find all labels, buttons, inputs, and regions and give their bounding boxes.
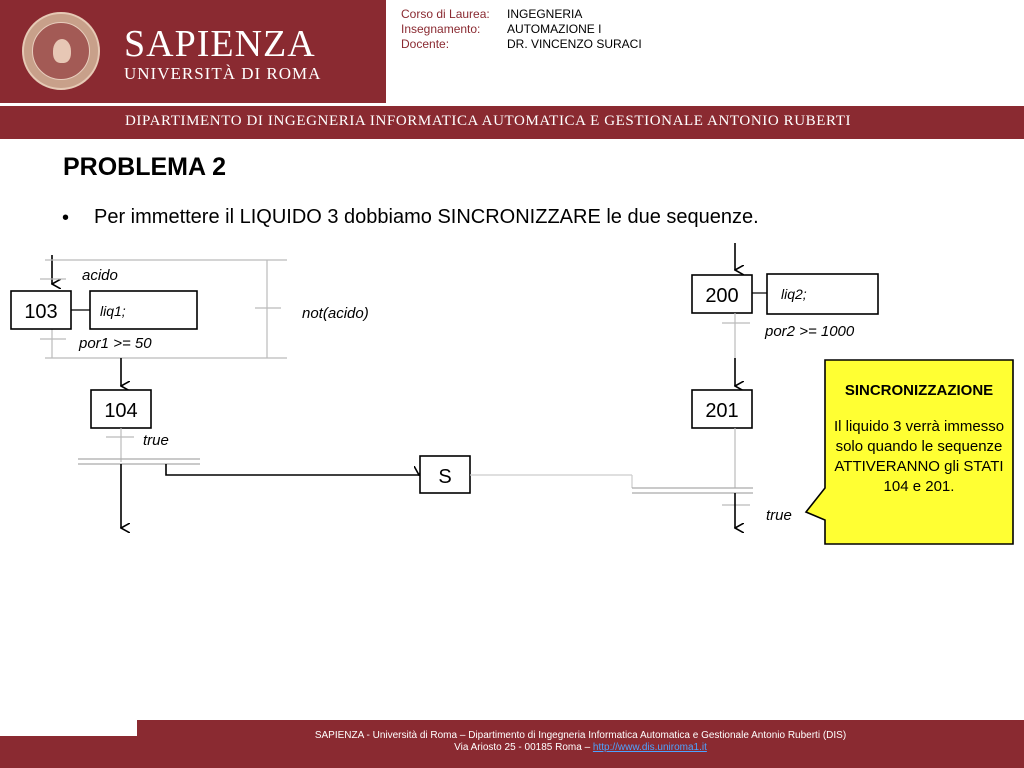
footer-line-1: SAPIENZA - Università di Roma – Dipartimento di Ingegneria Informatica Automatica e Gestionale Antonio Ruberti (DIS) xyxy=(314,730,847,741)
course-label: Corso di Laurea: xyxy=(401,7,490,21)
course-value: INGEGNERIA xyxy=(507,7,583,21)
transition-acido-label: acido xyxy=(82,267,118,284)
bullet-text: Per immettere il LIQUIDO 3 dobbiamo SINCRONIZZARE le due sequenze. xyxy=(94,206,759,228)
step-103-label: 103 xyxy=(24,301,58,323)
footer-line-2 xyxy=(137,742,1024,753)
university-name: SAPIENZA xyxy=(124,23,316,65)
teacher-label: Docente: xyxy=(401,37,450,51)
callout-body: Il liquido 3 verrà immesso solo quando le sequenze ATTIVERANNO gli STATI 104 e 201. xyxy=(833,418,1005,495)
teacher-value: DR. VINCENZO SURACI xyxy=(507,37,642,51)
transition-true-right-label: true xyxy=(766,507,792,524)
callout-title: SINCRONIZZAZIONE xyxy=(844,382,994,399)
transition-not-acido-label: not(acido) xyxy=(302,305,369,322)
subject-value: AUTOMAZIONE I xyxy=(507,22,602,36)
step-200-label: 200 xyxy=(705,285,739,307)
footer-left-band xyxy=(0,736,137,768)
transition-por2-label: por2 >= 1000 xyxy=(765,323,855,340)
callout-text xyxy=(826,381,1012,497)
department-name: DIPARTIMENTO DI INGEGNERIA INFORMATICA AUTOMATICA E GESTIONALE ANTONIO RUBERTI xyxy=(125,113,852,129)
step-104-label: 104 xyxy=(104,400,138,422)
footer-address: Via Ariosto 25 - 00185 Roma – xyxy=(454,742,593,753)
university-subtitle: UNIVERSITÀ DI ROMA xyxy=(124,64,322,83)
subject-label: Insegnamento: xyxy=(401,22,481,36)
transition-por1-label: por1 >= 50 xyxy=(79,335,152,352)
slide-title: PROBLEMA 2 xyxy=(63,153,226,181)
link-to-sync xyxy=(166,464,419,475)
transition-true-left-label: true xyxy=(143,432,169,449)
bullet-icon: • xyxy=(62,207,70,229)
sync-step-label: S xyxy=(438,466,452,488)
footer-link[interactable]: http://www.dis.uniroma1.it xyxy=(592,742,707,753)
step-201-label: 201 xyxy=(705,400,739,422)
action-103-label: liq1; xyxy=(100,303,126,319)
action-200-label: liq2; xyxy=(781,286,807,302)
